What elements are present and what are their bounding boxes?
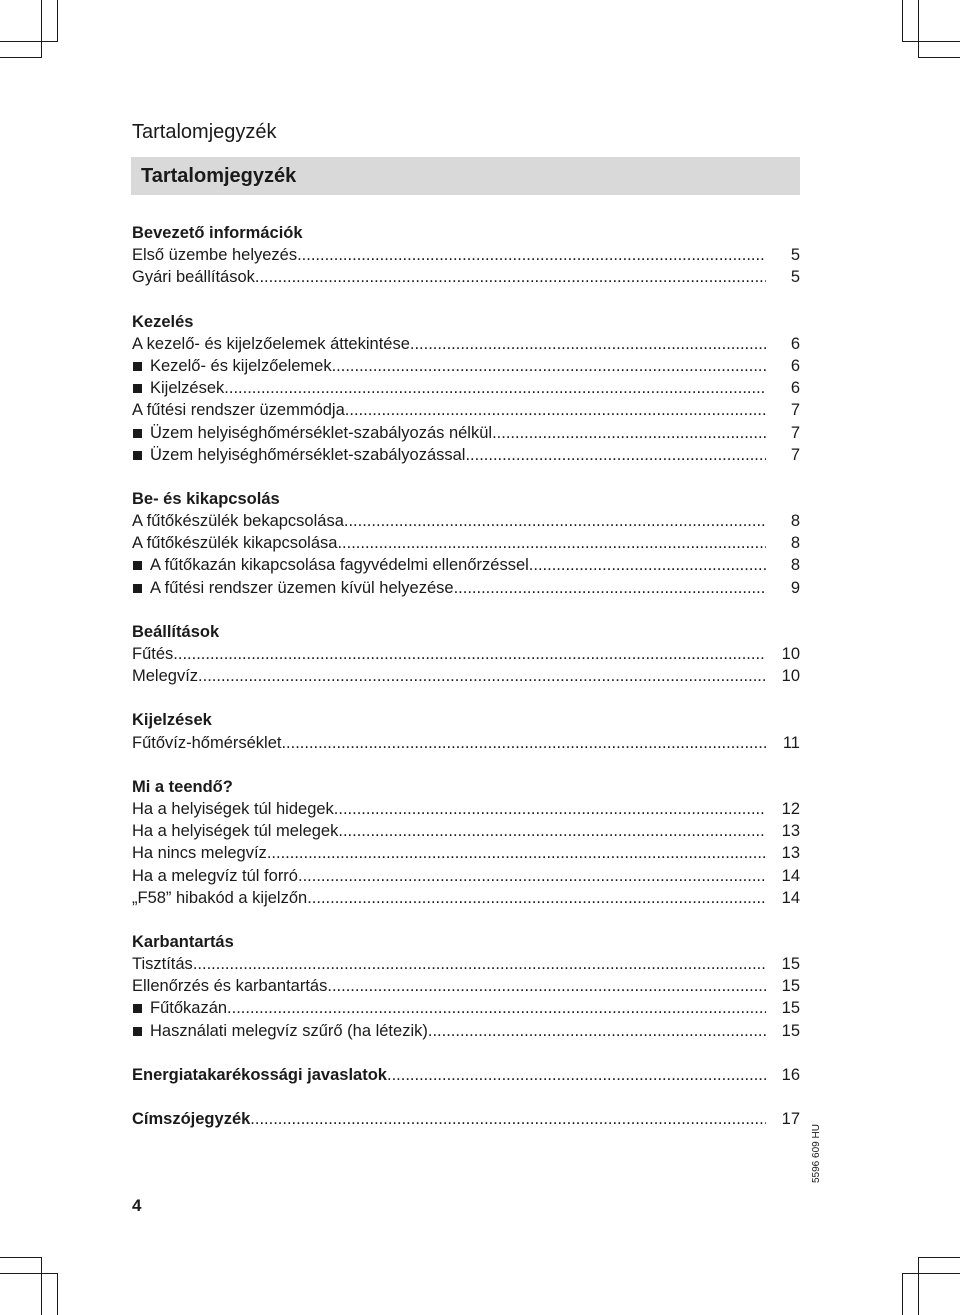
toc-entry-label-area xyxy=(132,1020,766,1042)
toc-entry-label-area xyxy=(132,975,766,997)
toc-entry-page: 12 xyxy=(781,799,800,818)
toc-entry[interactable] xyxy=(132,244,800,266)
toc-entry-page: 8 xyxy=(790,534,800,553)
dot-leader xyxy=(454,577,766,599)
toc-entry-text: Üzem helyiséghőmérséklet-szabályozás nélkül xyxy=(150,423,493,442)
toc-entry-page: 5 xyxy=(790,246,800,265)
toc-entry-text: Energiatakarékossági javaslatok xyxy=(132,1065,387,1084)
toc-entry[interactable] xyxy=(132,577,800,599)
dot-leader xyxy=(410,333,766,355)
dot-leader xyxy=(193,953,766,975)
toc-banner xyxy=(131,157,800,195)
toc-entry[interactable] xyxy=(132,510,800,532)
toc-entry[interactable] xyxy=(132,865,800,887)
toc-entry-label-area xyxy=(132,953,766,975)
dot-leader xyxy=(529,554,766,576)
toc-entry-text: Üzem helyiséghőmérséklet-szabályozással xyxy=(150,445,466,464)
dot-leader xyxy=(227,997,766,1019)
square-bullet-icon xyxy=(133,584,142,593)
dot-leader xyxy=(338,820,766,842)
dot-leader xyxy=(307,887,766,909)
toc-entry[interactable] xyxy=(132,643,800,665)
toc-section xyxy=(132,488,800,599)
toc-entry-text: Tisztítás xyxy=(132,955,193,974)
square-bullet-icon xyxy=(133,362,142,371)
toc-entry-page: 16 xyxy=(781,1065,800,1084)
toc-entry-label-area xyxy=(132,510,766,532)
toc-entry-label-area xyxy=(132,577,766,599)
toc-entry-text: Ha a melegvíz túl forró xyxy=(132,866,298,885)
toc-section-title: Beállítások xyxy=(132,622,220,641)
toc-entry-label-area xyxy=(132,244,766,266)
toc-entry-text: Fűtőkazán xyxy=(150,999,228,1018)
dot-leader xyxy=(327,975,766,997)
square-bullet-icon xyxy=(133,451,142,460)
dot-leader xyxy=(298,865,766,887)
toc-entry-text: Első üzembe helyezés xyxy=(132,246,298,265)
toc-entry-text: Ha nincs melegvíz xyxy=(132,844,267,863)
toc-entry[interactable] xyxy=(132,997,800,1019)
square-bullet-icon xyxy=(133,1027,142,1036)
toc-entry-page: 14 xyxy=(781,888,800,907)
toc-entry[interactable] xyxy=(132,333,800,355)
dot-leader xyxy=(224,377,766,399)
dot-leader xyxy=(492,422,766,444)
toc-entry-page: 15 xyxy=(781,1021,800,1040)
toc-section-title: Kezelés xyxy=(132,312,194,331)
page-number: 4 xyxy=(132,1196,142,1215)
toc-entry-text: Kezelő- és kijelzőelemek xyxy=(150,356,332,375)
dot-leader xyxy=(337,532,766,554)
square-bullet-icon xyxy=(133,1004,142,1013)
toc-entry-label-area xyxy=(132,532,766,554)
dot-leader xyxy=(281,732,766,754)
toc-entry-label-area xyxy=(132,798,766,820)
toc-section-title: Karbantartás xyxy=(132,932,234,951)
dot-leader xyxy=(267,842,766,864)
toc-entry-page: 10 xyxy=(781,667,800,686)
toc-entry[interactable] xyxy=(132,399,800,421)
toc-entry-label-area xyxy=(132,444,766,466)
toc-entry-text: Ha a helyiségek túl hidegek xyxy=(132,799,334,818)
toc-entry-label-area xyxy=(132,266,766,288)
dot-leader xyxy=(334,798,766,820)
toc-entry-label-area xyxy=(132,1064,766,1086)
toc-entry[interactable] xyxy=(132,975,800,997)
toc-entry-label-area xyxy=(132,1108,766,1130)
dot-leader xyxy=(344,510,766,532)
toc-entry-text: „F58” hibakód a kijelzőn xyxy=(132,888,308,907)
toc-entry-page: 7 xyxy=(790,423,800,442)
toc-entry[interactable] xyxy=(132,377,800,399)
dot-leader xyxy=(255,266,766,288)
toc-entry-page: 13 xyxy=(781,822,800,841)
toc-section xyxy=(132,709,800,753)
toc-entry[interactable] xyxy=(132,444,800,466)
toc-entry-text: Melegvíz xyxy=(132,667,199,686)
dot-leader xyxy=(173,643,766,665)
toc-entry-text: Ellenőrzés és karbantartás xyxy=(132,977,328,996)
toc-entry-page: 6 xyxy=(790,356,800,375)
toc-entry-text: Ha a helyiségek túl melegek xyxy=(132,822,339,841)
toc-section-title: Kijelzések xyxy=(132,711,212,730)
toc-entry-page: 14 xyxy=(781,866,800,885)
toc-section xyxy=(132,222,800,289)
toc-entry[interactable] xyxy=(132,1020,800,1042)
table-of-contents xyxy=(132,222,800,1152)
running-header-title: Tartalomjegyzék xyxy=(132,121,277,143)
toc-entry[interactable] xyxy=(132,820,800,842)
toc-entry-label-area xyxy=(132,997,766,1019)
toc-entry-page: 11 xyxy=(782,733,800,752)
document-code: 5596 609 HU xyxy=(811,1124,822,1183)
dot-leader xyxy=(345,399,766,421)
toc-entry-label-area xyxy=(132,643,766,665)
toc-entry-text: A fűtési rendszer üzemmódja xyxy=(132,401,345,420)
toc-entry-page: 15 xyxy=(781,955,800,974)
toc-entry-text: A fűtőkészülék bekapcsolása xyxy=(132,512,344,531)
toc-entry-text: A fűtőkészülék kikapcsolása xyxy=(132,534,338,553)
toc-entry[interactable] xyxy=(132,266,800,288)
dot-leader xyxy=(250,1108,766,1130)
toc-entry-page: 10 xyxy=(781,645,800,663)
toc-entry-page: 15 xyxy=(781,999,800,1018)
toc-section xyxy=(132,931,800,1042)
toc-entry-page: 6 xyxy=(790,379,800,398)
square-bullet-icon xyxy=(133,384,142,393)
dot-leader xyxy=(332,355,766,377)
dot-leader xyxy=(297,244,766,266)
toc-entry-page: 7 xyxy=(790,445,800,464)
toc-entry-page: 8 xyxy=(790,556,800,575)
square-bullet-icon xyxy=(133,429,142,438)
square-bullet-icon xyxy=(133,561,142,570)
toc-entry-page: 13 xyxy=(781,844,800,863)
toc-entry-page: 5 xyxy=(790,268,800,287)
toc-section xyxy=(132,621,800,688)
toc-entry-page: 15 xyxy=(781,977,800,996)
toc-section-title: Bevezető információk xyxy=(132,224,303,242)
toc-entry-label-area xyxy=(132,554,766,576)
dot-leader xyxy=(387,1064,766,1086)
toc-entry[interactable] xyxy=(132,732,800,754)
toc-entry-label-area xyxy=(132,422,766,444)
toc-entry[interactable] xyxy=(132,532,800,554)
toc-entry[interactable] xyxy=(132,953,800,975)
toc-entry[interactable] xyxy=(132,355,800,377)
dot-leader xyxy=(465,444,766,466)
toc-section xyxy=(132,1108,800,1130)
toc-entry[interactable] xyxy=(132,554,800,576)
toc-section-title: Be- és kikapcsolás xyxy=(132,489,280,508)
toc-entry-label-area xyxy=(132,820,766,842)
toc-entry[interactable] xyxy=(132,1108,800,1130)
toc-entry-label-area xyxy=(132,732,766,754)
toc-entry-page: 9 xyxy=(790,578,800,597)
toc-entry-text: A fűtőkazán kikapcsolása fagyvédelmi ellenőrzéssel xyxy=(150,556,529,575)
toc-entry-text: Gyári beállítások xyxy=(132,268,255,287)
dot-leader xyxy=(428,1020,766,1042)
toc-entry-text: A fűtési rendszer üzemen kívül helyezése xyxy=(150,578,454,597)
toc-entry[interactable] xyxy=(132,422,800,444)
toc-entry-text: Kijelzések xyxy=(150,379,225,398)
toc-entry[interactable] xyxy=(132,665,800,687)
toc-entry[interactable] xyxy=(132,842,800,864)
toc-entry[interactable] xyxy=(132,887,800,909)
toc-entry-text: Használati melegvíz szűrő (ha létezik) xyxy=(150,1021,428,1040)
dot-leader xyxy=(198,665,766,687)
toc-entry-page: 7 xyxy=(790,401,800,420)
toc-entry-text: Címszójegyzék xyxy=(132,1110,251,1128)
toc-entry-text: Fűtés xyxy=(132,645,174,663)
toc-entry-page: 6 xyxy=(790,334,800,353)
toc-section xyxy=(132,1064,800,1086)
toc-entry-label-area xyxy=(132,399,766,421)
toc-entry[interactable] xyxy=(132,798,800,820)
toc-entry-label-area xyxy=(132,665,766,687)
toc-entry-label-area xyxy=(132,333,766,355)
toc-entry-label-area xyxy=(132,842,766,864)
toc-entry[interactable] xyxy=(132,1064,800,1086)
toc-entry-label-area xyxy=(132,377,766,399)
toc-entry-text: Fűtővíz-hőmérséklet xyxy=(132,733,282,752)
toc-banner-title: Tartalomjegyzék xyxy=(141,165,297,187)
toc-section xyxy=(132,776,800,909)
toc-entry-page: 17 xyxy=(781,1110,800,1128)
toc-entry-label-area xyxy=(132,355,766,377)
toc-section-title: Mi a teendő? xyxy=(132,777,233,796)
toc-section xyxy=(132,311,800,466)
toc-entry-text: A kezelő- és kijelzőelemek áttekintése xyxy=(132,334,410,353)
toc-entry-label-area xyxy=(132,865,766,887)
toc-entry-page: 8 xyxy=(790,512,800,531)
toc-entry-label-area xyxy=(132,887,766,909)
